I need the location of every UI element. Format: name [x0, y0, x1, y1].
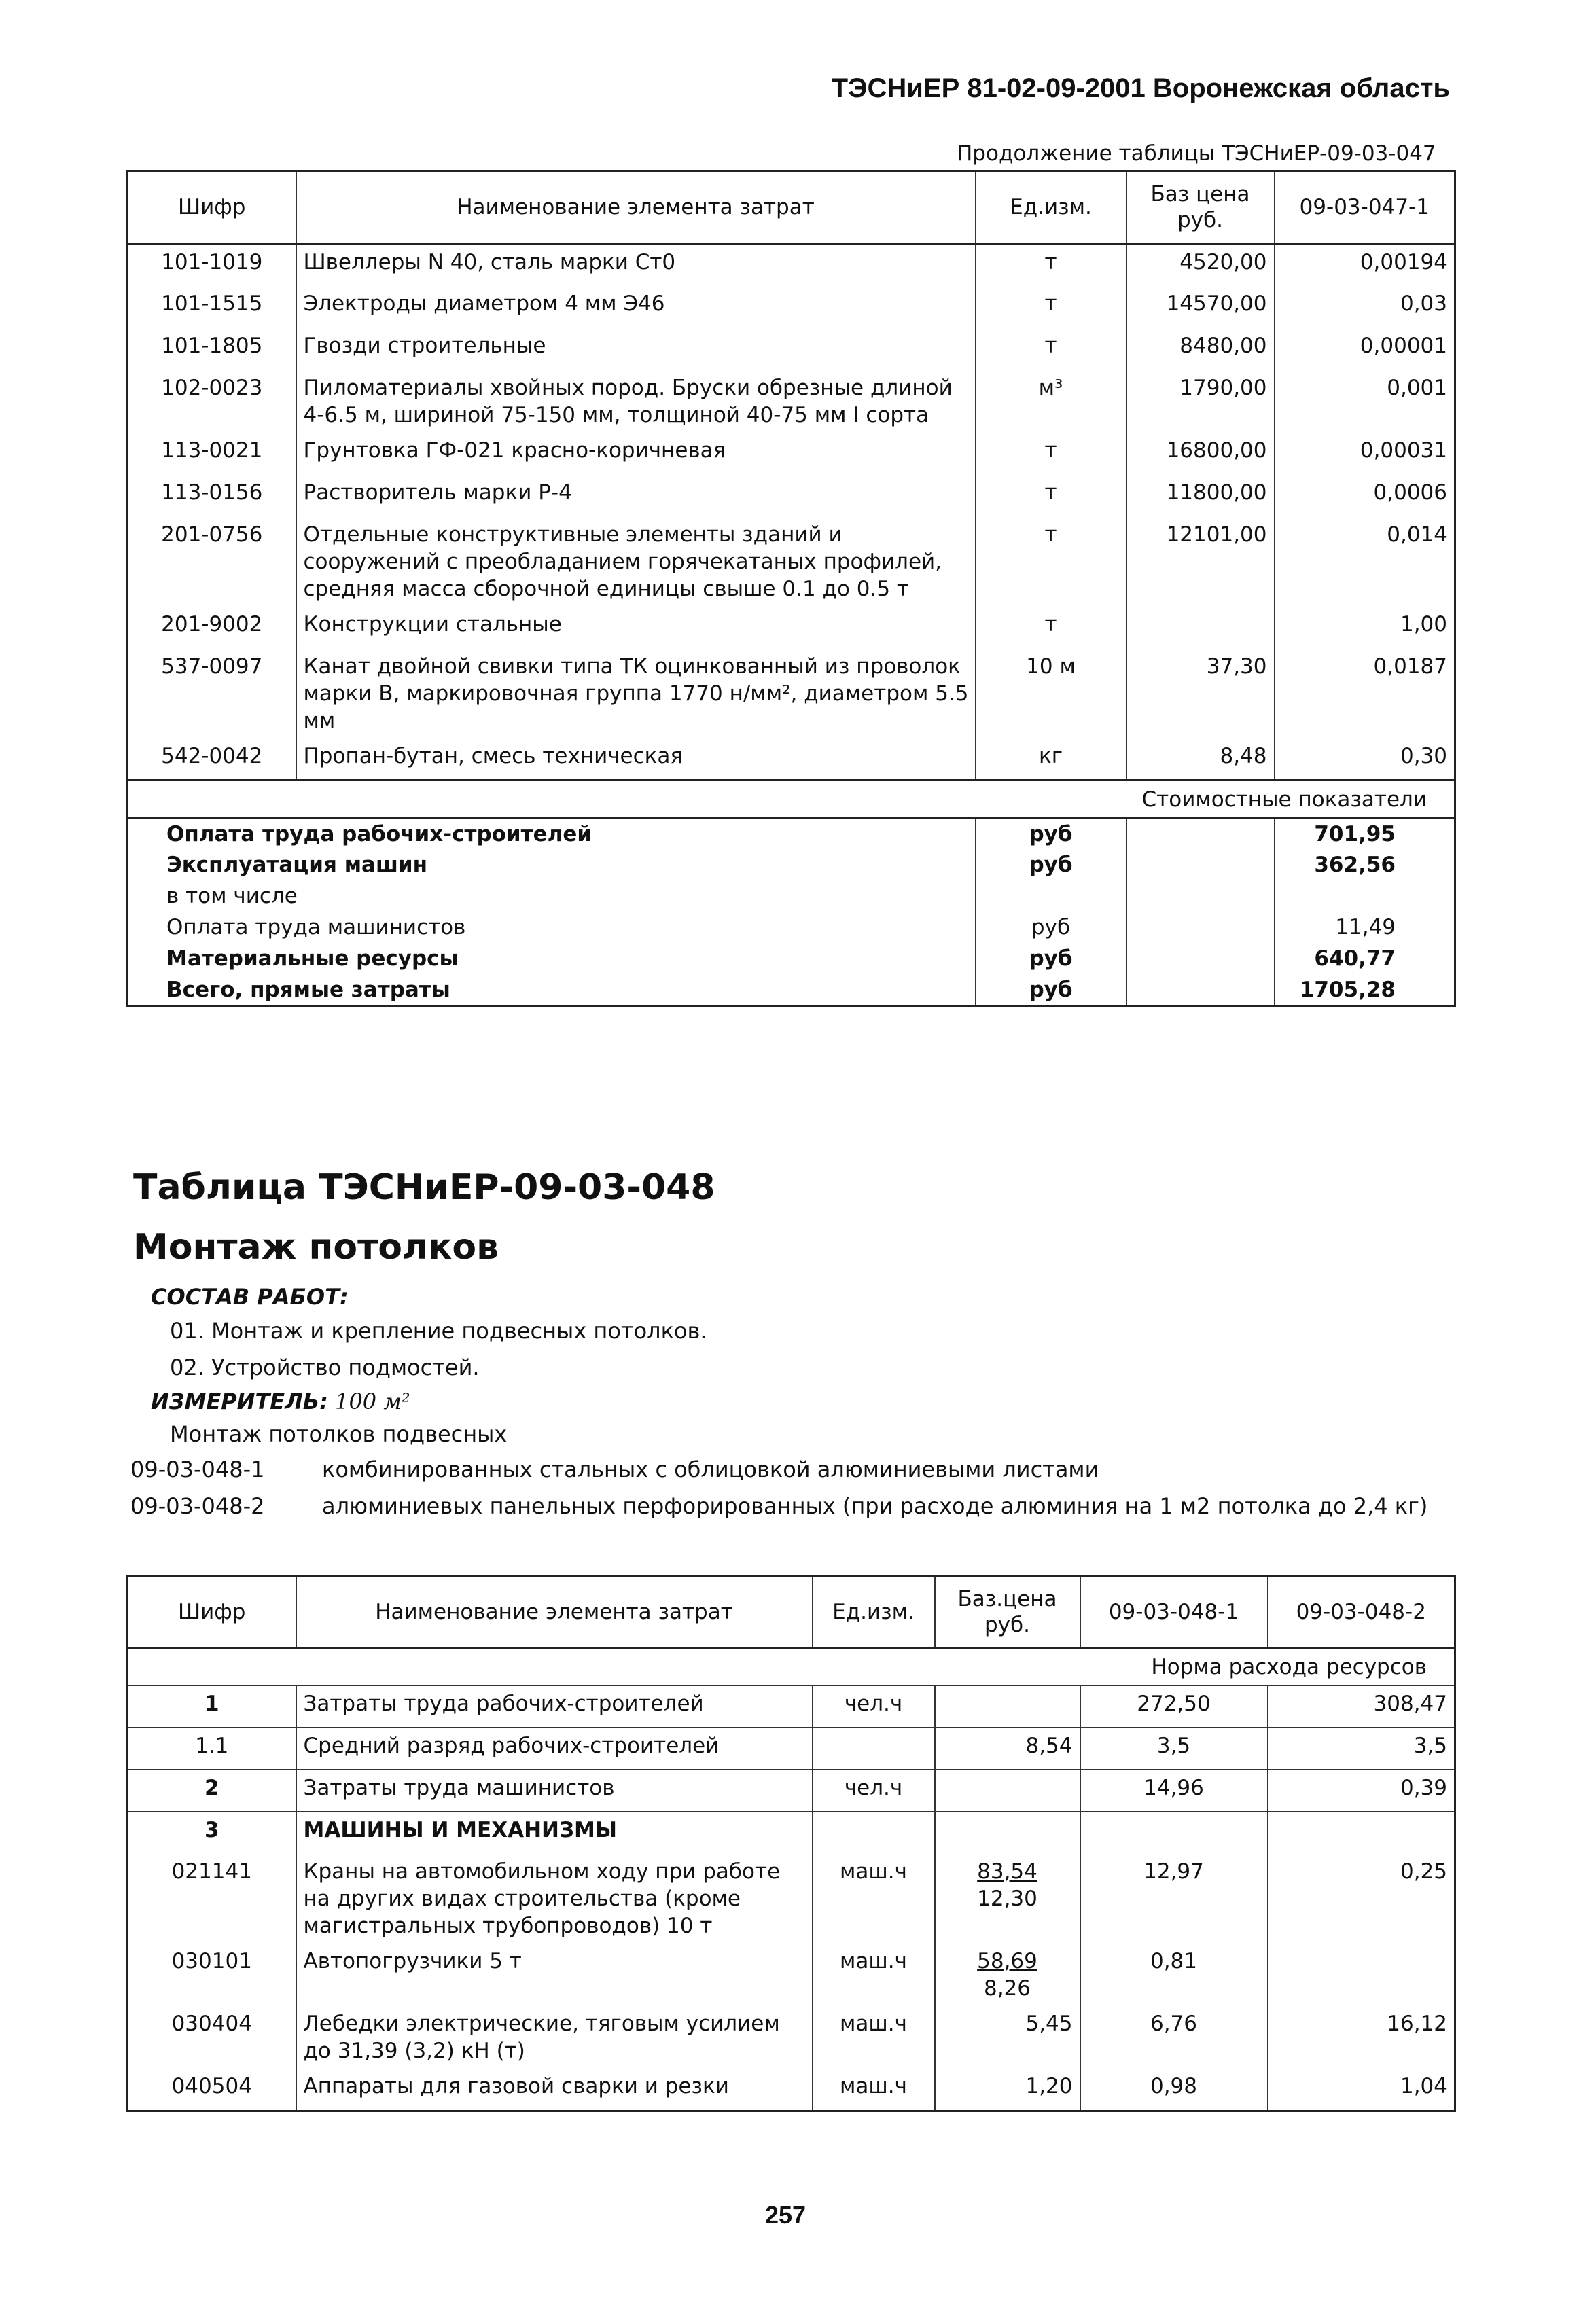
measure-label: ИЗМЕРИТЕЛЬ: — [151, 1389, 328, 1414]
cell-name: Автопогрузчики 5 т — [296, 1944, 813, 2006]
summary-label: Оплата труда рабочих-строителей — [166, 822, 592, 846]
cell-price: 12101,00 — [1126, 517, 1275, 607]
table-row — [128, 1770, 1455, 1812]
cell-price: 11800,00 — [1126, 475, 1275, 517]
variant-text: алюминиевых панельных перфорированных (при расходе алюминия на 1 м2 потолка до 2,4 кг) — [322, 1493, 1428, 1519]
work-item: 02. Устройство подмостей. — [170, 1355, 480, 1380]
summary-unit: руб — [976, 850, 1126, 881]
summary-label: в том числе — [166, 883, 298, 908]
cell-unit: маш.ч — [813, 1944, 935, 2006]
cell-qty: 0,00001 — [1275, 328, 1455, 370]
summary-value: 701,95 — [1275, 819, 1455, 850]
cell-norm-2: 1,04 — [1268, 2069, 1455, 2111]
summary-empty — [1126, 944, 1275, 975]
cell-code: 1 — [128, 1685, 296, 1728]
cell-norm-2 — [1268, 1812, 1455, 1854]
norm-label: Норма расхода ресурсов — [1151, 1655, 1427, 1679]
summary-empty — [1126, 819, 1275, 850]
cell-name: Аппараты для газовой сварки и резки — [296, 2069, 813, 2111]
table-row — [128, 738, 1455, 781]
table-title: Таблица ТЭСНиЕР-09-03-048 — [133, 1167, 715, 1208]
cell-name: Конструкции стальные — [296, 607, 976, 649]
cell-unit — [813, 1728, 935, 1770]
norm-row — [128, 1649, 1455, 1686]
cell-unit — [813, 1812, 935, 1854]
table-row — [128, 1685, 1455, 1728]
price-value: 58,69 — [977, 1949, 1037, 1973]
cell-name: Средний разряд рабочих-строителей — [296, 1728, 813, 1770]
cell-code: 201-9002 — [161, 611, 263, 637]
price-value: 1,20 — [1025, 2074, 1073, 2098]
group-label: Монтаж потолков подвесных — [170, 1421, 508, 1447]
cell-name: Затраты труда рабочих-строителей — [296, 1685, 813, 1728]
cell-qty: 0,0187 — [1275, 649, 1455, 738]
cell-name: МАШИНЫ И МЕХАНИЗМЫ — [296, 1812, 813, 1854]
variant-code: 09-03-048-1 — [130, 1456, 265, 1482]
cell-qty: 0,0006 — [1275, 475, 1455, 517]
price-value: 5,45 — [1025, 2012, 1073, 2036]
table-row — [128, 433, 1455, 475]
cell-name: Гвозди строительные — [296, 328, 976, 370]
work-item: 01. Монтаж и крепление подвесных потолков. — [170, 1318, 707, 1344]
cell-norm-1: 3,5 — [1080, 1728, 1268, 1770]
cell-price — [935, 1944, 1080, 2006]
cell-norm-2: 16,12 — [1268, 2006, 1455, 2069]
table-row — [128, 1728, 1455, 1770]
col-header-price: Баз цена руб. — [1126, 171, 1275, 244]
cell-price — [935, 1728, 1080, 1770]
table-header-row — [128, 171, 1455, 244]
cell-code: 3 — [128, 1812, 296, 1854]
cell-name: Швеллеры N 40, сталь марки Ст0 — [296, 244, 976, 286]
table-row — [128, 607, 1455, 649]
summary-value — [1275, 881, 1455, 912]
cell-norm-2: 308,47 — [1268, 1685, 1455, 1728]
resources-table-048 — [126, 1575, 1456, 2112]
cell-name: Отдельные конструктивные элементы зданий и сооружений с преобладанием горячекатаных профилей, средняя масса сборочной единицы свыше 0.1 до 0.5 т — [296, 517, 976, 607]
cell-code: 542-0042 — [161, 743, 263, 768]
summary-value: 640,77 — [1275, 944, 1455, 975]
table-header-row — [128, 1576, 1455, 1649]
cell-price: 1790,00 — [1126, 370, 1275, 433]
col-header-code: Шифр — [128, 171, 296, 244]
summary-row — [128, 944, 1455, 975]
cell-unit: кг — [976, 738, 1126, 781]
cell-price: 8480,00 — [1126, 328, 1275, 370]
cell-code: 201-0756 — [161, 522, 263, 547]
summary-row — [128, 850, 1455, 881]
cell-qty: 1,00 — [1275, 607, 1455, 649]
col-header-norm-2: 09-03-048-2 — [1268, 1576, 1455, 1649]
summary-row — [128, 975, 1455, 1006]
cell-price — [935, 1812, 1080, 1854]
table-subtitle: Монтаж потолков — [133, 1227, 499, 1268]
price-machinist: 8,26 — [983, 1976, 1031, 2001]
summary-label: Эксплуатация машин — [166, 852, 428, 877]
cell-unit: 10 м — [976, 649, 1126, 738]
cell-unit: т — [976, 517, 1126, 607]
cell-price — [935, 1854, 1080, 1944]
cell-name: Пропан-бутан, смесь техническая — [296, 738, 976, 781]
cell-qty: 0,00194 — [1275, 244, 1455, 286]
resources-table-047 — [126, 170, 1456, 1007]
cell-unit: чел.ч — [813, 1770, 935, 1812]
cell-price: 16800,00 — [1126, 433, 1275, 475]
cell-qty: 0,00031 — [1275, 433, 1455, 475]
measure-line — [151, 1389, 410, 1414]
summary-row — [128, 819, 1455, 850]
page-number: 257 — [765, 2201, 806, 2229]
cell-code: 113-0156 — [161, 480, 263, 505]
table-row — [128, 2006, 1455, 2069]
cell-norm-1: 12,97 — [1080, 1854, 1268, 1944]
cell-norm-2: 0,39 — [1268, 1770, 1455, 1812]
cell-qty: 0,001 — [1275, 370, 1455, 433]
table-row — [128, 649, 1455, 738]
composition-label: СОСТАВ РАБОТ: — [151, 1284, 349, 1310]
table-row — [128, 328, 1455, 370]
cell-unit: т — [976, 286, 1126, 328]
col-header-unit: Ед.изм. — [813, 1576, 935, 1649]
cell-price — [935, 2069, 1080, 2111]
cell-price: 4520,00 — [1126, 244, 1275, 286]
cell-code: 101-1019 — [161, 250, 263, 274]
table-row — [128, 286, 1455, 328]
cell-unit: чел.ч — [813, 1685, 935, 1728]
summary-empty — [1126, 881, 1275, 912]
cell-code: 113-0021 — [161, 437, 263, 463]
cell-code: 2 — [128, 1770, 296, 1812]
summary-unit: руб — [976, 912, 1126, 944]
cell-name: Пиломатериалы хвойных пород. Бруски обрезные длиной 4-6.5 м, шириной 75-150 мм, толщиной 40-75 мм I сорта — [296, 370, 976, 433]
section-row — [128, 781, 1455, 819]
cell-name: Затраты труда машинистов — [296, 1770, 813, 1812]
cell-price — [1126, 607, 1275, 649]
cell-norm-1: 0,81 — [1080, 1944, 1268, 2006]
table-row — [128, 1812, 1455, 1854]
cell-norm-2 — [1268, 1944, 1455, 2006]
cell-code: 101-1515 — [161, 291, 263, 316]
table-row — [128, 1854, 1455, 1944]
cell-code: 030404 — [171, 2012, 252, 2036]
col-header-norm: 09-03-047-1 — [1275, 171, 1455, 244]
summary-unit: руб — [976, 944, 1126, 975]
price-value: 8,54 — [1025, 1734, 1073, 1758]
table-row — [128, 517, 1455, 607]
cell-qty: 0,30 — [1275, 738, 1455, 781]
variant-text: комбинированных стальных с облицовкой алюминиевыми листами — [322, 1456, 1099, 1482]
cell-code: 537-0097 — [161, 654, 263, 679]
summary-unit: руб — [976, 819, 1126, 850]
table-row — [128, 370, 1455, 433]
summary-value: 1705,28 — [1275, 975, 1455, 1006]
col-header-unit: Ед.изм. — [976, 171, 1126, 244]
running-header: ТЭСНиЕР 81-02-09-2001 Воронежская область — [831, 73, 1450, 103]
variant-code: 09-03-048-2 — [130, 1493, 265, 1519]
cell-name: Канат двойной свивки типа ТК оцинкованный из проволок марки В, маркировочная группа 1770 н/мм², диаметром 5.5 мм — [296, 649, 976, 738]
summary-label: Материальные ресурсы — [166, 946, 459, 971]
cell-unit: маш.ч — [813, 2006, 935, 2069]
section-label: Стоимостные показатели — [128, 781, 1455, 819]
col-header-code: Шифр — [128, 1576, 296, 1649]
summary-unit — [976, 881, 1126, 912]
cell-price: 37,30 — [1126, 649, 1275, 738]
cell-name: Грунтовка ГФ-021 красно-коричневая — [296, 433, 976, 475]
table-row — [128, 475, 1455, 517]
cell-name: Краны на автомобильном ходу при работе на других видах строительства (кроме магистральных трубопроводов) 10 т — [296, 1854, 813, 1944]
summary-label: Оплата труда машинистов — [166, 914, 466, 940]
col-header-name: Наименование элемента затрат — [296, 171, 976, 244]
cell-code: 030101 — [171, 1949, 252, 1973]
table-row — [128, 1944, 1455, 2006]
cell-code: 040504 — [128, 2069, 296, 2111]
col-header-norm-1: 09-03-048-1 — [1080, 1576, 1268, 1649]
cell-unit: т — [976, 607, 1126, 649]
cell-price — [935, 1685, 1080, 1728]
cell-name: Электроды диаметром 4 мм Э46 — [296, 286, 976, 328]
price-value: 83,54 — [977, 1859, 1037, 1884]
cell-norm-1 — [1080, 1812, 1268, 1854]
price-machinist: 12,30 — [977, 1887, 1037, 1911]
summary-row — [128, 881, 1455, 912]
cell-unit: т — [976, 433, 1126, 475]
summary-value: 11,49 — [1275, 912, 1455, 944]
cell-norm-2: 3,5 — [1268, 1728, 1455, 1770]
cell-unit: т — [976, 328, 1126, 370]
cell-norm-1: 0,98 — [1080, 2069, 1268, 2111]
cell-code: 1.1 — [128, 1728, 296, 1770]
cell-unit: маш.ч — [813, 1854, 935, 1944]
cell-name: Лебедки электрические, тяговым усилием до 31,39 (3,2) кН (т) — [296, 2006, 813, 2069]
summary-row — [128, 912, 1455, 944]
cell-name: Растворитель марки Р-4 — [296, 475, 976, 517]
cell-code: 101-1805 — [161, 333, 263, 358]
cell-norm-2: 0,25 — [1268, 1854, 1455, 1944]
cell-norm-1: 14,96 — [1080, 1770, 1268, 1812]
cell-qty: 0,014 — [1275, 517, 1455, 607]
col-header-name: Наименование элемента затрат — [296, 1576, 813, 1649]
cell-unit: маш.ч — [813, 2069, 935, 2111]
summary-value: 362,56 — [1275, 850, 1455, 881]
cell-unit: т — [976, 475, 1126, 517]
summary-label: Всего, прямые затраты — [166, 977, 450, 1002]
summary-empty — [1126, 850, 1275, 881]
measure-value: 100 м² — [335, 1389, 410, 1414]
cell-code: 021141 — [171, 1859, 252, 1884]
summary-empty — [1126, 912, 1275, 944]
table-continuation-label: Продолжение таблицы ТЭСНиЕР-09-03-047 — [957, 141, 1436, 166]
table-row — [128, 2069, 1455, 2111]
col-header-price: Баз.цена руб. — [935, 1576, 1080, 1649]
table-row — [128, 244, 1455, 286]
cell-norm-1: 6,76 — [1080, 2006, 1268, 2069]
summary-unit: руб — [976, 975, 1126, 1006]
cell-norm-1: 272,50 — [1080, 1685, 1268, 1728]
cell-price — [935, 1770, 1080, 1812]
cell-price: 14570,00 — [1126, 286, 1275, 328]
cell-qty: 0,03 — [1275, 286, 1455, 328]
cell-price — [935, 2006, 1080, 2069]
summary-empty — [1126, 975, 1275, 1006]
cell-unit: т — [976, 244, 1126, 286]
cell-price: 8,48 — [1126, 738, 1275, 781]
cell-code: 102-0023 — [161, 375, 263, 400]
cell-unit: м³ — [976, 370, 1126, 433]
